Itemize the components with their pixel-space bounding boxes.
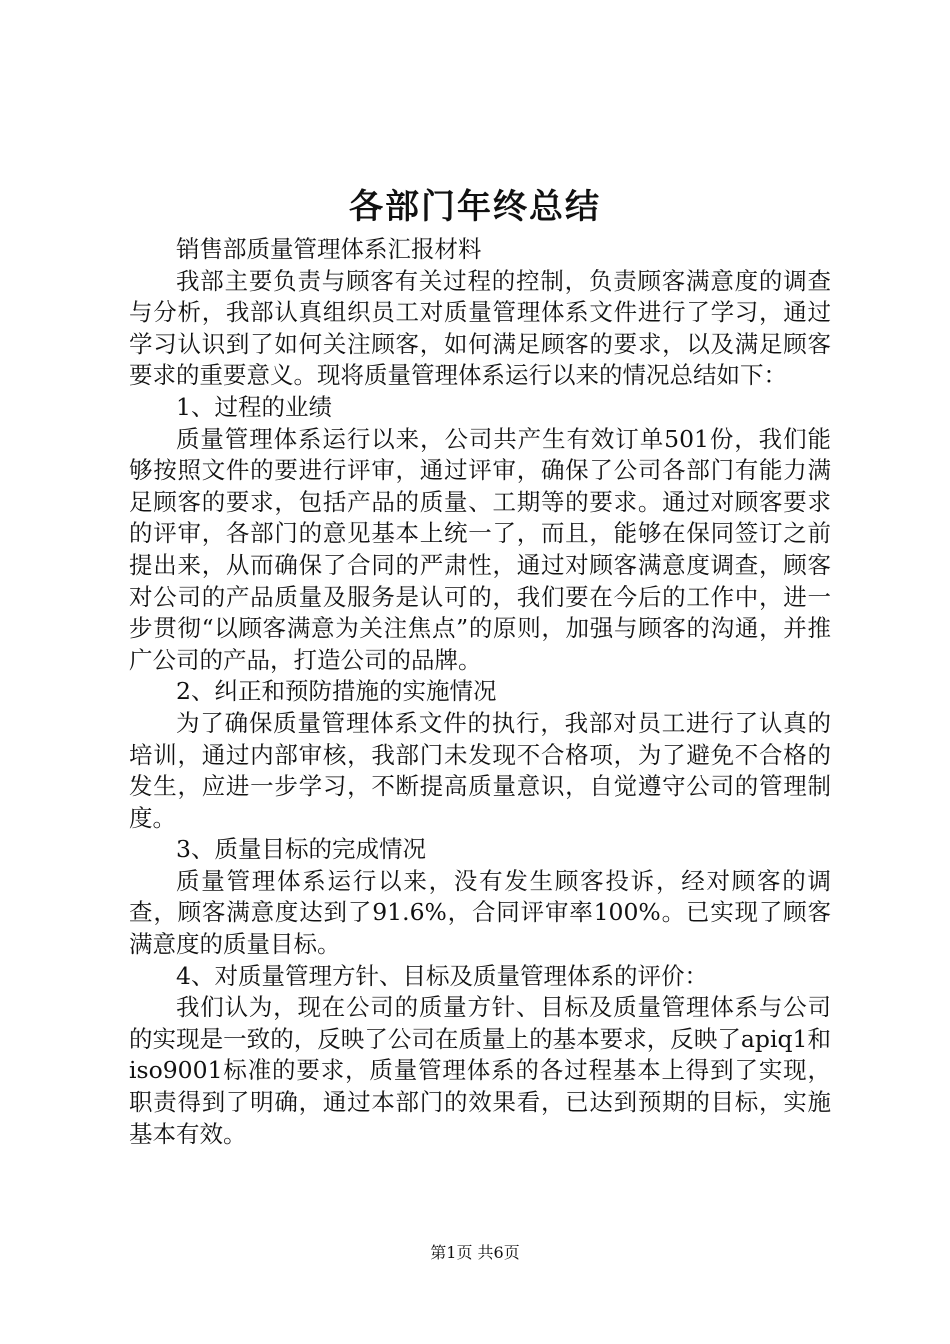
document-title: 各部门年终总结 <box>349 187 601 227</box>
section-heading: 2、纠正和预防措施的实施情况 <box>176 677 497 706</box>
paragraph: 质量管理体系运行以来，没有发生顾客投诉，经对顾客的调查，顾客满意度达到了91.6%，合同评审率100%。已实现了顾客满意度的质量目标。 <box>129 866 831 959</box>
section-heading: 1、过程的业绩 <box>176 392 332 421</box>
section-heading: 4、对质量管理方针、目标及质量管理体系的评价： <box>176 961 708 990</box>
paragraph: 我部主要负责与顾客有关过程的控制，负责顾客满意度的调查与分析，我部认真组织员工对质量管理体系文件进行了学习，通过学习认识到了如何关注顾客，如何满足顾客的要求，以及满足顾客要求的重要意义。现将质量管理体系运行以来的情况总结如下： <box>129 266 831 390</box>
paragraph: 为了确保质量管理体系文件的执行，我部对员工进行了认真的培训，通过内部审核，我部门未发现不合格项，为了避免不合格的发生，应进一步学习，不断提高质量意识，自觉遵守公司的管理制度。 <box>129 708 831 832</box>
paragraph: 质量管理体系运行以来，公司共产生有效订单501份，我们能够按照文件的要进行评审，通过评审，确保了公司各部门有能力满足顾客的要求，包括产品的质量、工期等的要求。通过对顾客要求的评审，各部门的意见基本上统一了，而且，能够在保同签订之前提出来，从而确保了合同的严肃性，通过对顾客满意度调查，顾客对公司的产品质量及服务是认可的，我们要在今后的工作中，进一步贯彻“以顾客满意为关注焦点”的原则，加强与顾客的沟通，并推广公司的产品，打造公司的品牌。 <box>129 424 831 674</box>
section-heading: 销售部质量管理体系汇报材料 <box>176 235 482 263</box>
document-body <box>129 234 831 1150</box>
paragraph: 我们认为，现在公司的质量方针、目标及质量管理体系与公司的实现是一致的，反映了公司在质量上的基本要求，反映了apiq1和iso9001标准的要求，质量管理体系的各过程基本上得到了实现，职责得到了明确，通过本部门的效果看，已达到预期的目标，实施基本有效。 <box>129 993 831 1148</box>
section-heading: 3、质量目标的完成情况 <box>176 835 426 864</box>
page-footer: 第1页 共6页 <box>430 1243 520 1262</box>
